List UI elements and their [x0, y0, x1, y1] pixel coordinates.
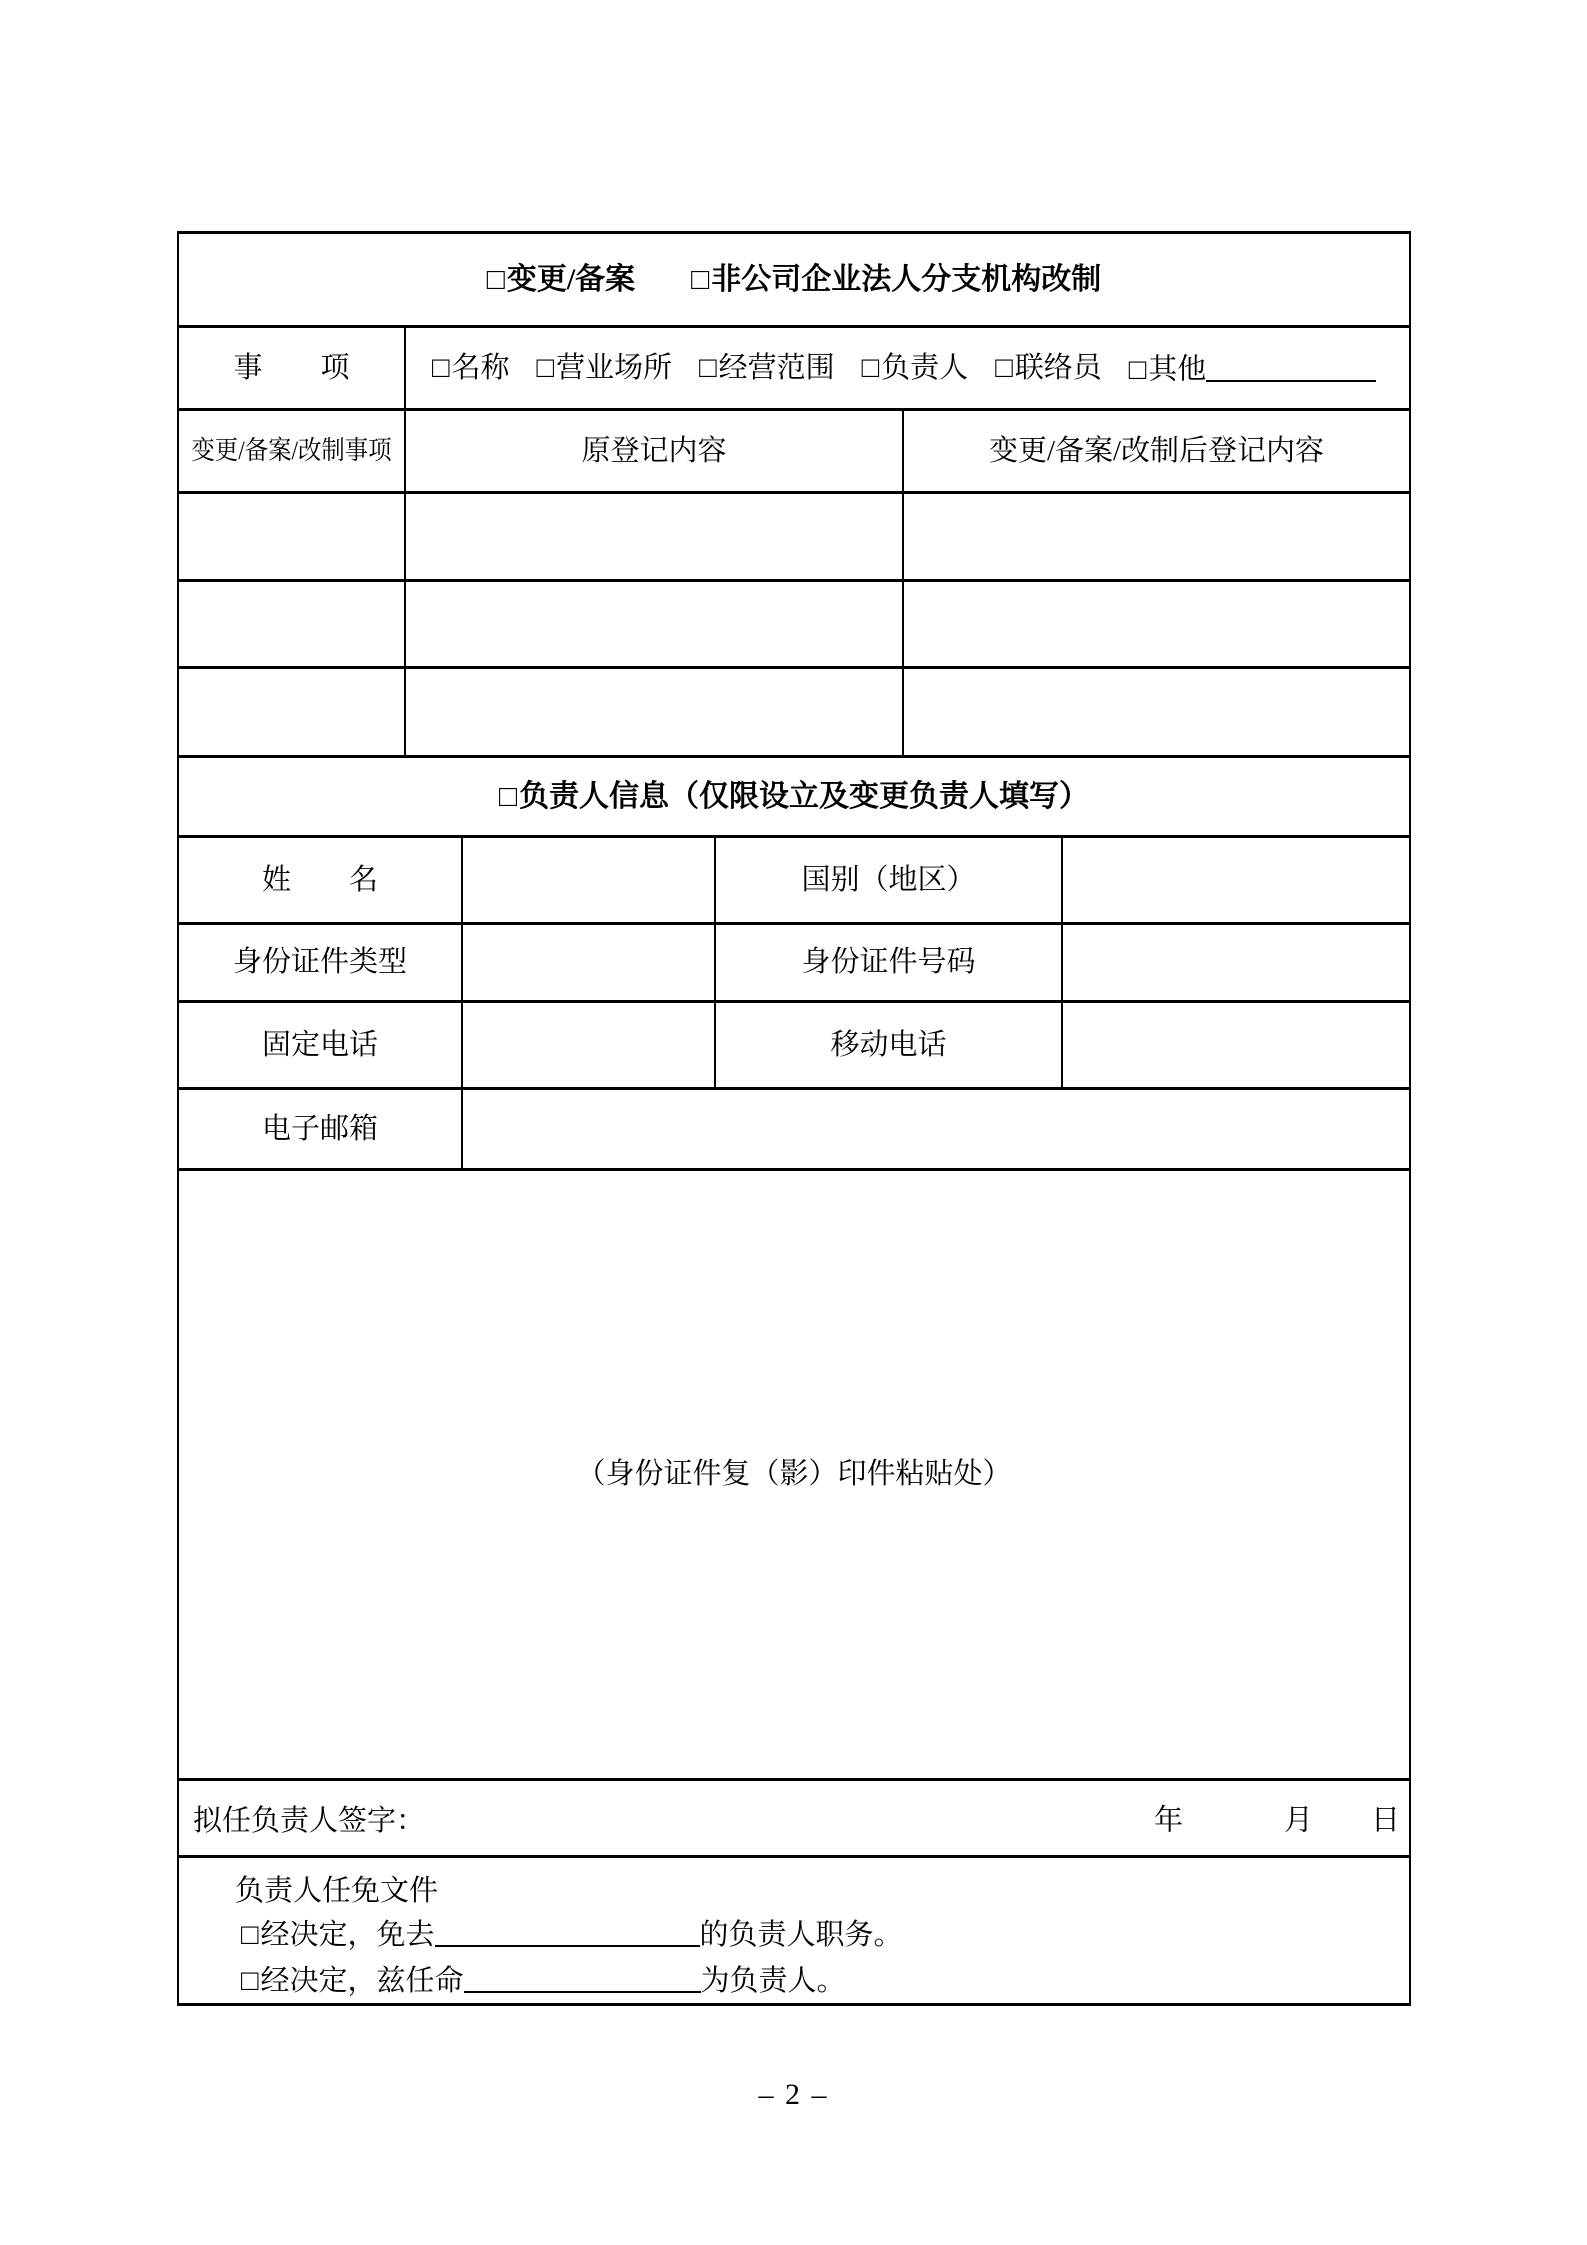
original-content-header: 原登记内容 [581, 434, 727, 467]
person-info-title: 负责人信息（仅限设立及变更负责人填写） [519, 779, 1090, 813]
signature-row [179, 1781, 1409, 1858]
nationality-input-cell[interactable] [1063, 838, 1409, 922]
new-content-input-cell[interactable] [904, 494, 1409, 579]
form-type-restructure-label: 非公司企业法人分支机构改制 [711, 262, 1102, 296]
assign-prefix: 经决定，兹任命 [260, 1965, 464, 1997]
removal-suffix: 的负责人职务。 [699, 1919, 903, 1951]
id-type-label-cell [179, 925, 463, 1000]
mobile-label: 移动电话 [830, 1028, 947, 1061]
change-table-empty-row [179, 669, 1409, 758]
matter-option-business-scope[interactable] [699, 351, 835, 386]
original-content-input-cell[interactable] [406, 494, 904, 579]
nationality-label: 国别（地区） [801, 863, 976, 896]
assign-suffix: 为负责人。 [700, 1965, 846, 1997]
matter-options-cell [406, 328, 1409, 408]
matter-label: 事 项 [233, 351, 350, 384]
name-label: 姓 名 [261, 863, 378, 896]
matter-option-label: 联络员 [1014, 351, 1102, 384]
id-type-label: 身份证件类型 [232, 946, 407, 979]
change-item-input-cell[interactable] [179, 582, 406, 666]
matter-option-other[interactable] [1129, 348, 1377, 387]
appointment-box [179, 1858, 1409, 2003]
checkbox-icon[interactable]: □ [536, 351, 555, 384]
checkbox-icon[interactable]: □ [241, 1919, 259, 1951]
id-number-label-cell [716, 925, 1063, 1000]
date-month-label: 月 [1284, 1804, 1314, 1837]
checkbox-icon[interactable]: □ [498, 779, 518, 813]
id-number-input-cell[interactable] [1063, 925, 1409, 1000]
person-field-row [179, 1003, 1409, 1090]
removal-name-fill-line[interactable] [435, 1917, 700, 1947]
name-label-cell [179, 838, 463, 922]
checkbox-icon[interactable]: □ [241, 1965, 259, 1997]
checkbox-icon[interactable]: □ [995, 351, 1013, 384]
registration-form-table [177, 231, 1411, 2006]
original-content-input-cell[interactable] [406, 582, 904, 666]
new-content-input-cell[interactable] [904, 669, 1409, 755]
appointment-title: 负责人任免文件 [235, 1875, 439, 1907]
matter-option-person-in-charge[interactable] [862, 351, 969, 386]
date-year-label: 年 [1154, 1804, 1184, 1837]
date-day-label: 日 [1371, 1804, 1401, 1837]
person-field-row [179, 925, 1409, 1003]
change-item-header-cell [179, 411, 406, 491]
checkbox-icon[interactable]: □ [699, 351, 717, 384]
original-content-header-cell [406, 411, 904, 491]
email-label-cell [179, 1090, 463, 1168]
landline-label-cell [179, 1003, 463, 1087]
change-table-header-row [179, 411, 1409, 494]
id-paste-area-text: （身份证件复（影）印件粘贴处） [576, 1458, 1012, 1491]
other-fill-line[interactable] [1206, 351, 1376, 381]
id-paste-area[interactable] [179, 1171, 1409, 1778]
matter-option-label: 经营范围 [718, 351, 835, 384]
person-info-title-option[interactable] [499, 779, 1089, 815]
checkbox-icon[interactable]: □ [691, 262, 710, 296]
change-item-header: 变更/备案/改制事项 [191, 436, 392, 466]
email-input-cell[interactable] [463, 1090, 1409, 1168]
person-field-row [179, 838, 1409, 925]
removal-prefix: 经决定，免去 [260, 1919, 435, 1951]
change-item-input-cell[interactable] [179, 494, 406, 579]
landline-label: 固定电话 [261, 1028, 378, 1061]
person-info-section-row [179, 758, 1409, 838]
appointment-removal-line [241, 1912, 1389, 1958]
person-info-title-cell [179, 758, 1409, 835]
landline-input-cell[interactable] [463, 1003, 716, 1087]
new-content-input-cell[interactable] [904, 582, 1409, 666]
form-type-change-option[interactable] [487, 262, 635, 298]
change-table-empty-row [179, 582, 1409, 669]
matter-option-premises[interactable] [537, 351, 673, 386]
form-type-restructure-option[interactable] [691, 262, 1101, 298]
signature-label: 拟任负责人签字： [193, 1804, 426, 1837]
matter-label-cell [179, 328, 406, 408]
appointment-assign-line [241, 1958, 1389, 2004]
matter-option-label: 其他 [1148, 353, 1207, 386]
original-content-input-cell[interactable] [406, 669, 904, 755]
matter-option-name[interactable] [432, 351, 510, 386]
new-content-header-cell [904, 411, 1409, 491]
email-label: 电子邮箱 [261, 1112, 378, 1145]
id-paste-area-row [179, 1171, 1409, 1781]
new-content-header: 变更/备案/改制后登记内容 [988, 434, 1325, 467]
form-type-row [179, 234, 1409, 328]
checkbox-icon[interactable]: □ [861, 351, 880, 384]
checkbox-icon[interactable]: □ [1128, 353, 1147, 386]
form-type-cell [179, 234, 1409, 325]
change-table-empty-row [179, 494, 1409, 582]
matter-option-label: 负责人 [881, 351, 969, 384]
matter-row [179, 328, 1409, 411]
matter-option-label: 名称 [451, 351, 510, 384]
mobile-input-cell[interactable] [1063, 1003, 1409, 1087]
checkbox-icon[interactable]: □ [432, 351, 450, 384]
mobile-label-cell [716, 1003, 1063, 1087]
matter-option-label: 营业场所 [556, 351, 673, 384]
name-input-cell[interactable] [463, 838, 716, 922]
id-number-label: 身份证件号码 [801, 946, 976, 979]
form-type-change-label: 变更/备案 [506, 262, 636, 296]
change-item-input-cell[interactable] [179, 669, 406, 755]
matter-option-liaison[interactable] [995, 351, 1102, 386]
email-row [179, 1090, 1409, 1171]
nationality-label-cell [716, 838, 1063, 922]
assign-name-fill-line[interactable] [464, 1963, 701, 1993]
id-type-input-cell[interactable] [463, 925, 716, 1000]
checkbox-icon[interactable]: □ [486, 262, 505, 296]
page-number: – 2 – [758, 2078, 829, 2111]
